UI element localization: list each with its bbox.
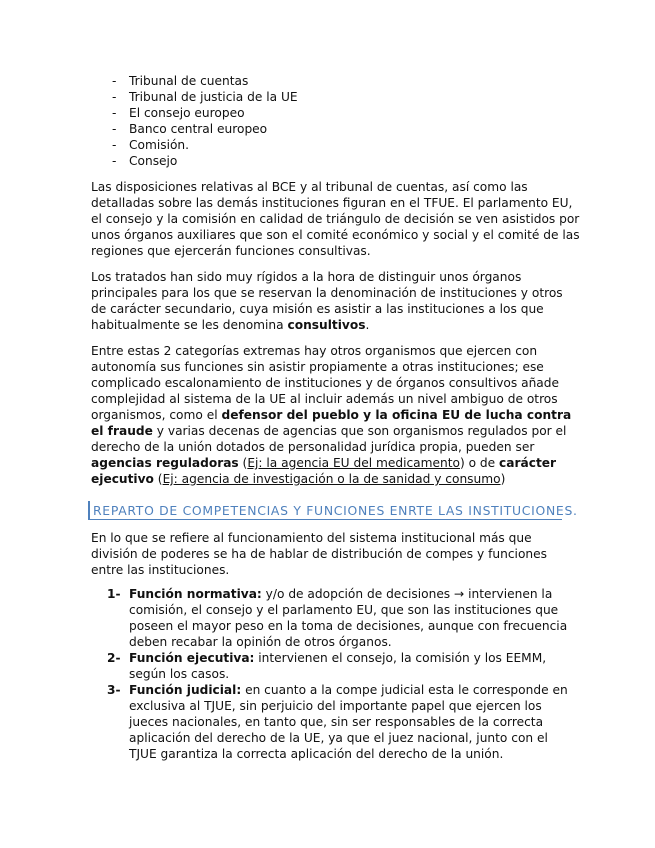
list-item: - Tribunal de justicia de la UE	[112, 90, 298, 104]
list-item: - Consejo	[112, 154, 178, 168]
list-item: - Comisión.	[112, 138, 190, 152]
list-item: - El consejo europeo	[112, 106, 245, 120]
list-item: - Banco central europeo	[112, 122, 268, 136]
list-item: 1- Función normativa: y/o de adopción de decisiones → intervienen la comisión, el consejo y el parlamento EU, que son las instituciones que poseen el mayor peso en la toma de decisiones, aunque con frecuencia deben recabar la opinión de otros órganos.	[107, 587, 568, 649]
list-item: 2- Función ejecutiva: intervienen el consejo, la comisión y los EEMM, según los casos.	[107, 651, 547, 681]
paragraph-tratados: Los tratados han sido muy rígidos a la hora de distinguir unos órganos principales para los que se reservan la denominación de instituciones y otros de carácter secundario, cuya misión es asistir a las instituciones a los que habitualmente se les denomina consultivos.	[91, 270, 563, 332]
list-item: - Tribunal de cuentas	[112, 74, 249, 88]
institutions-list	[112, 73, 298, 169]
paragraph-funcionamiento: En lo que se refiere al funcionamiento del sistema institucional más que división de poderes se ha de hablar de distribución de compes y funciones entre las instituciones.	[91, 531, 547, 577]
paragraph-bce-tribunal: Las disposiciones relativas al BCE y al tribunal de cuentas, así como las detalladas sobre las demás instituciones figuran en el TFUE. El parlamento EU, el consejo y la comisión en calidad de triángulo de decisión se ven asistidos por unos órganos auxiliares que son el comité económico y social y el comité de las regiones que ejercerán funciones consultivas.	[91, 180, 580, 258]
section-heading: REPARTO DE COMPETENCIAS Y FUNCIONES ENRTE LAS INSTITUCIONES.	[88, 501, 562, 520]
functions-list	[107, 586, 568, 762]
list-item: 3- Función judicial: en cuanto a la compe judicial esta le corresponde en exclusiva al TJUE, sin perjuicio del importante papel que ejercen los jueces nacionales, en tanto que, sin ser responsables de la correcta aplicación del derecho de la UE, ya que el juez nacional, junto con el TJUE garantiza la correcta aplicación del derecho de la unión.	[107, 683, 568, 761]
paragraph-categorias: Entre estas 2 categorías extremas hay otros organismos que ejercen con autonomía sus funciones sin asistir propiamente a otras instituciones; ese complicado escalonamiento de instituciones y de órganos consultivos añade complejidad al sistema de la UE al incluir además un nivel ambiguo de otros organismos, como el defensor del pueblo y la oficina EU de lucha contra el fraude y varias decenas de agencias que son organismos regulados por el derecho de la unión dotados de personalidad jurídica propia, pueden ser agencias reguladoras (Ej: la agencia EU del medicamento) o de carácter ejecutivo (Ej: agencia de investigación o la de sanidad y consumo)	[91, 344, 572, 486]
